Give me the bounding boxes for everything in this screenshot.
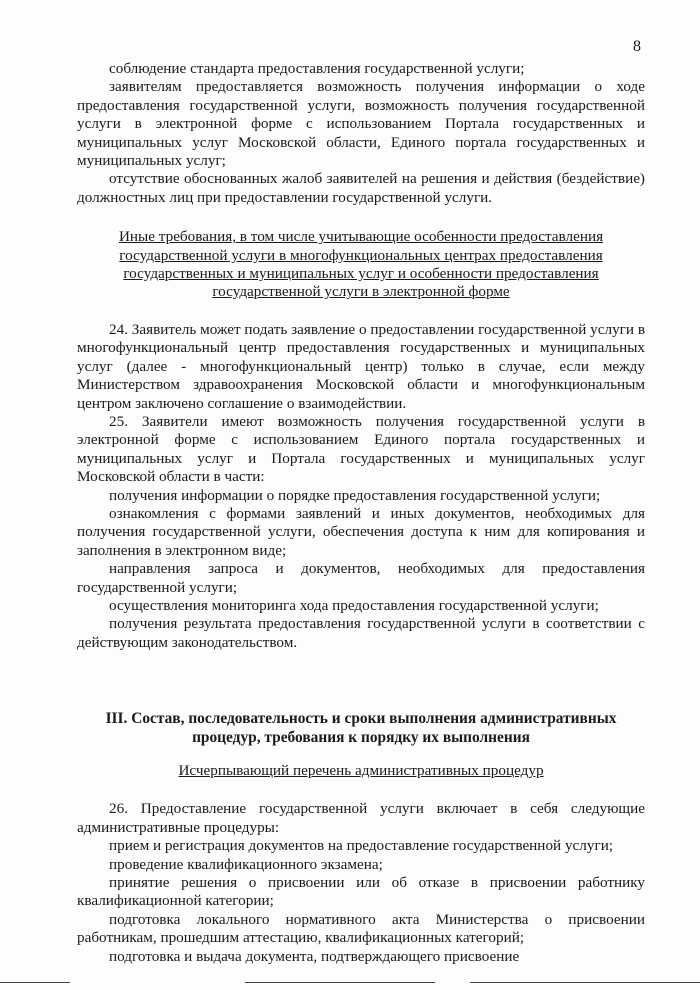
paragraph: 26. Предоставление государственной услуги включает в себя следующие административные процедуры: [77, 800, 645, 836]
document-body [77, 60, 645, 966]
paragraph: прием и регистрация документов на предоставление государственной услуги; [109, 837, 614, 855]
paragraph: отсутствие обоснованных жалоб заявителей на решения и действия (бездействие) должностных лиц при предоставлении государственной услуги. [77, 170, 645, 206]
paragraph: 25. Заявители имеют возможность получения государственной услуги в электронной форме с использованием Единого портала государственных и муниципальных услуг и Портала государственных и муниципальных услуг Московской области в части: [77, 412, 645, 486]
subheading-procedures: Исчерпывающий перечень административных процедур [178, 762, 544, 779]
paragraph: получения результата предоставления государственной услуги в соответствии с действующим законодательством. [77, 615, 645, 651]
paragraph: заявителям предоставляется возможность получения информации о ходе предоставления государственной услуги, возможность получения государственной услуги в электронной форме с использованием Портала государственных и муниципальных услуг Московской области, Единого портала государственных и муниципальных услуг; [77, 78, 645, 170]
paragraph: подготовка локального нормативного акта Министерства о присвоении работникам, прошедшим аттестацию, квалификационных категорий; [77, 910, 645, 947]
scan-edge-line [245, 982, 435, 983]
heading-other-requirements: Иные требования, в том числе учитывающие особенности предоставления государственной услуги в многофункциональных центрах предоставления государственных и муниципальных услуг и особенности предоставления государственной услуги в электронной форме [118, 228, 604, 301]
section-title: III. Состав, последовательность и сроки выполнения административных процедур, требования к порядку их выполнения [105, 710, 617, 746]
paragraph: соблюдение стандарта предоставления государственной услуги; [109, 60, 525, 77]
paragraph: получения информации о порядке предоставления государственной услуги; [109, 486, 601, 504]
paragraph: направления запроса и документов, необходимых для предоставления государственной услуги; [77, 560, 645, 596]
paragraph: ознакомления с формами заявлений и иных документов, необходимых для получения государственной услуги, обеспечения доступа к ним для копирования и заполнения в электронном виде; [77, 504, 645, 559]
page-number: 8 [633, 38, 641, 55]
scan-edge-line [0, 982, 70, 983]
scan-edge-line [470, 982, 700, 983]
paragraph: подготовка и выдача документа, подтверждающего присвоение [109, 947, 520, 965]
paragraph: проведение квалификационного экзамена; [109, 855, 383, 873]
paragraph: осуществления мониторинга хода предоставления государственной услуги; [109, 596, 599, 614]
paragraph: принятие решения о присвоении или об отказе в присвоении работнику квалификационной категории; [77, 874, 645, 910]
paragraph: 24. Заявитель может подать заявление о предоставлении государственной услуги в многофункциональный центр предоставления государственных и муниципальных услуг (далее - многофункциональный центр) только в случае, если между Министерством здравоохранения Московской области и многофункциональным центром заключено соглашение о взаимодействии. [77, 320, 645, 412]
